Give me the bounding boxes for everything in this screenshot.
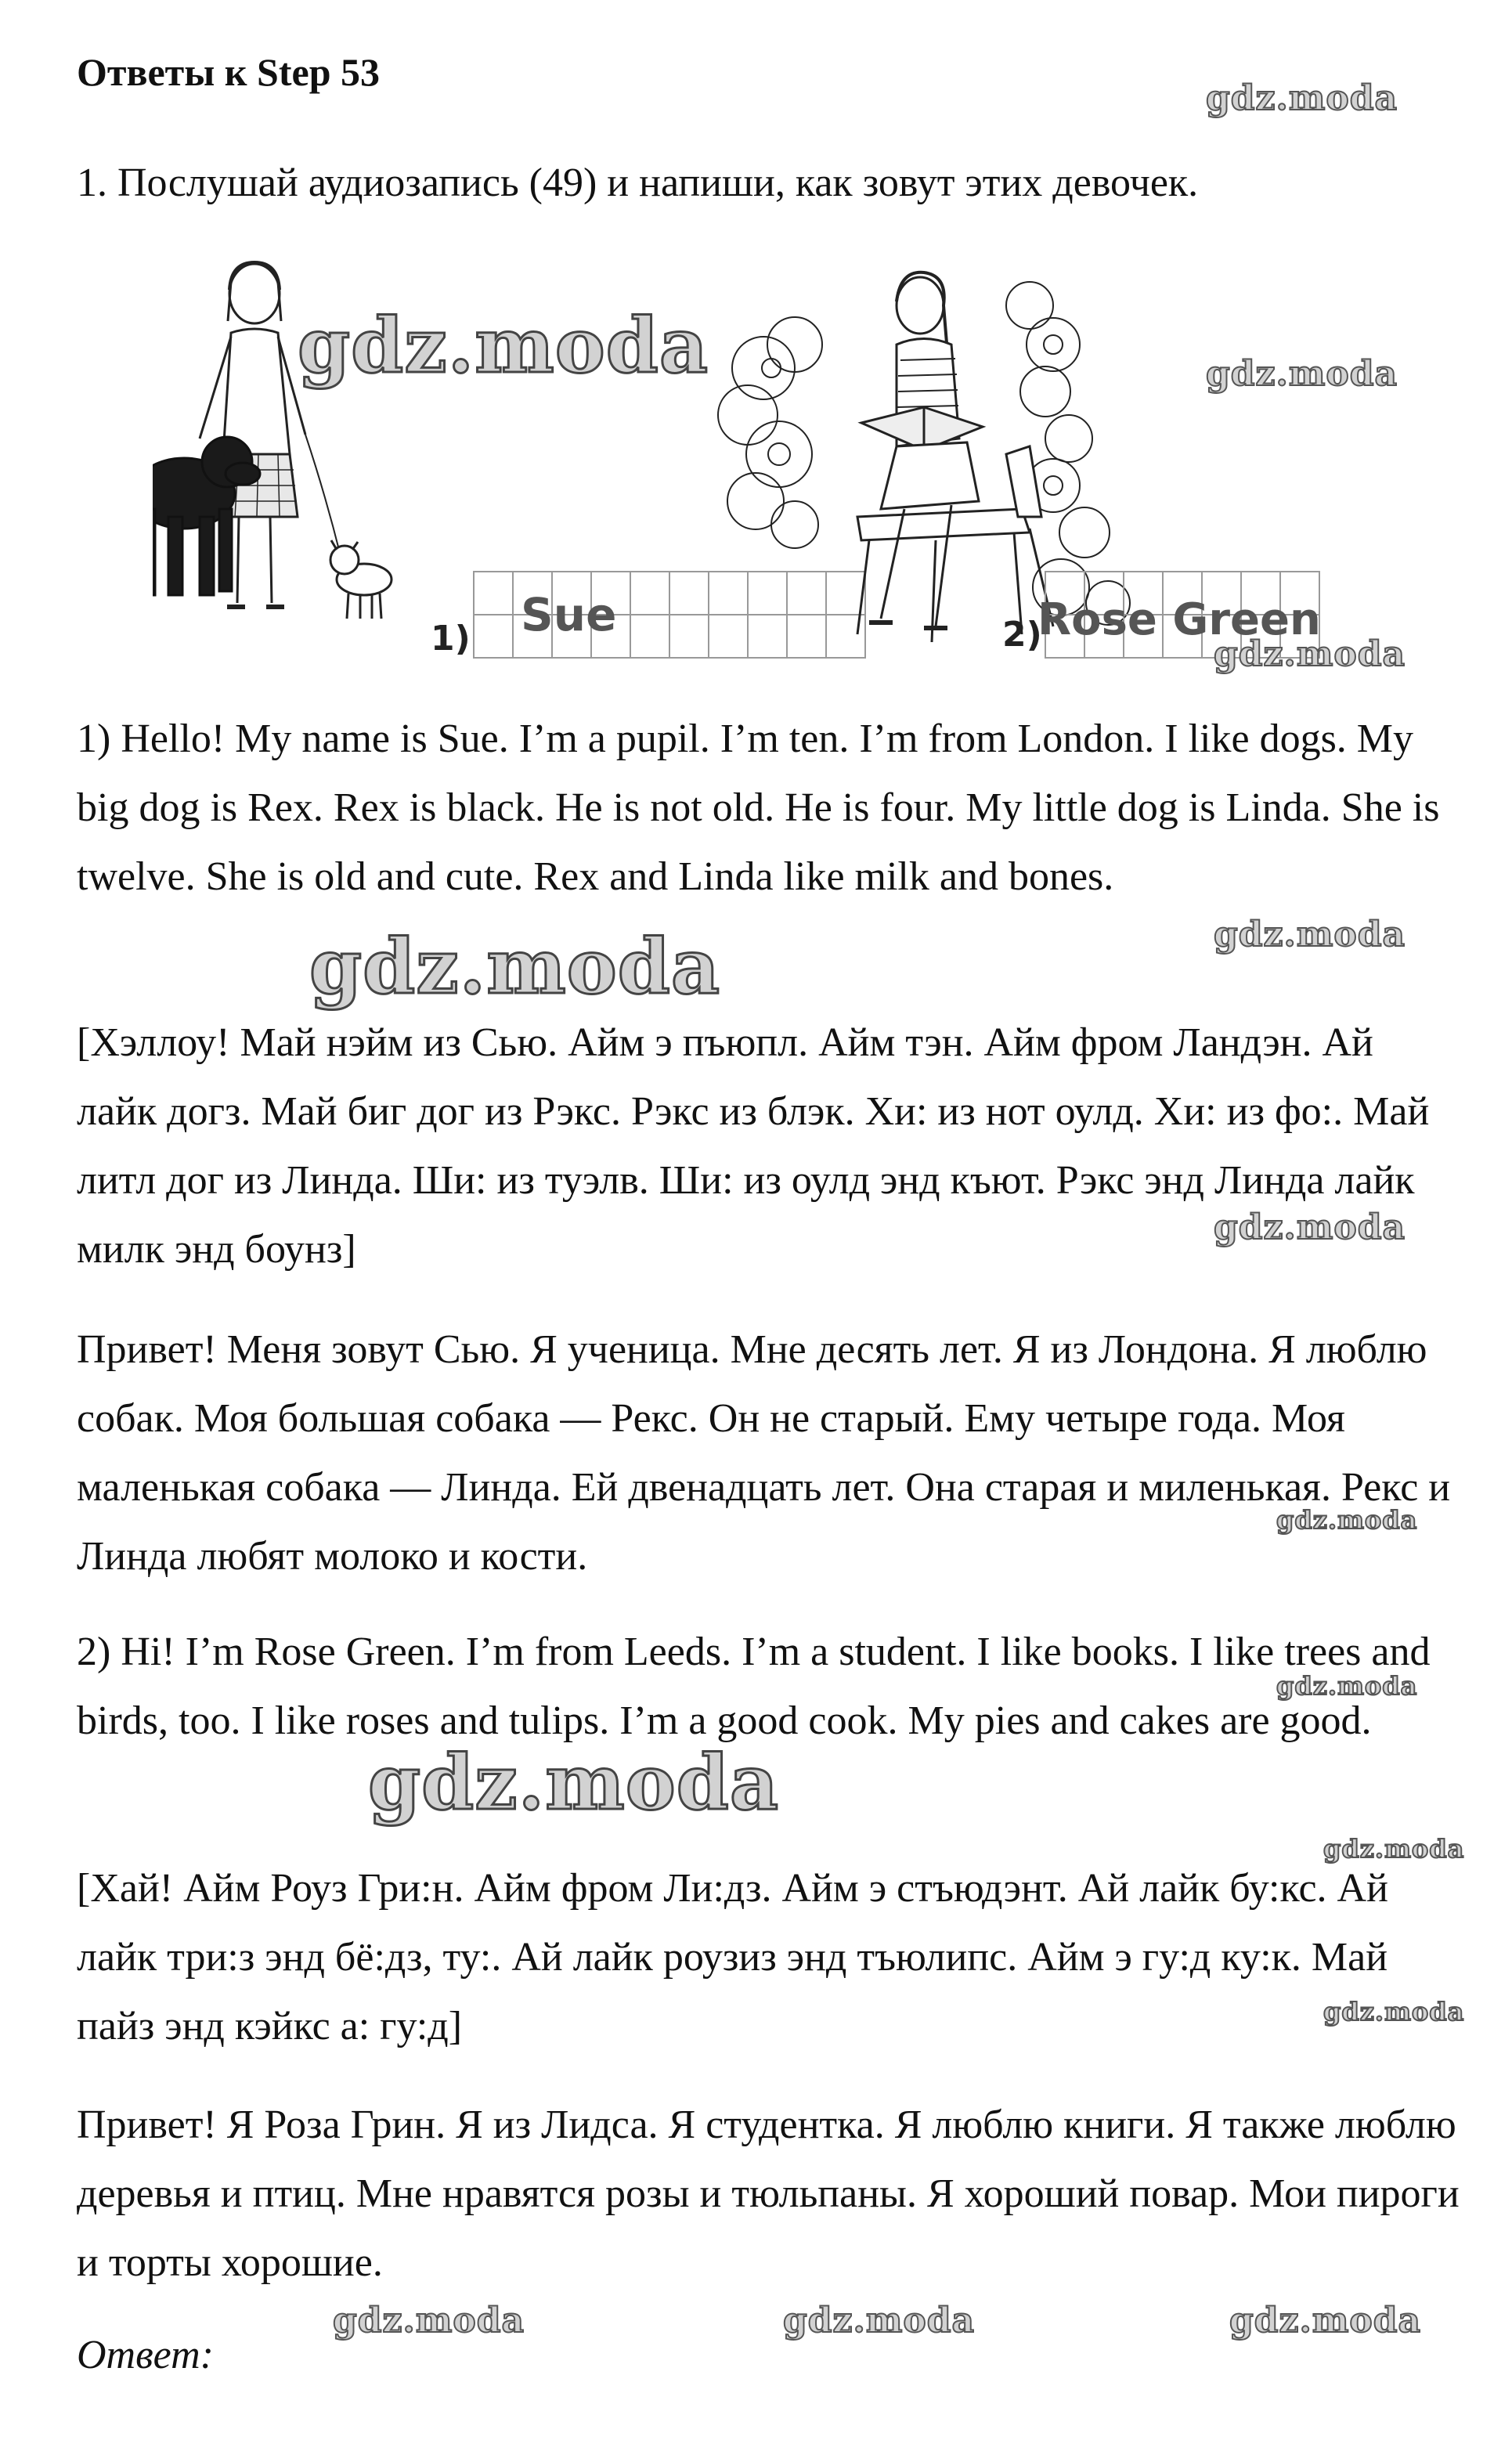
rose-text-transcription: [Хай! Айм Роуз Гри:н. Айм фром Ли:дз. Айм э стъюдэнт. Ай лайк бу:кс. Ай лайк три:з энд бё:дз, ту:. Ай лайк роузиз энд тъюлипс. Айм э гу:д ку:к. Май пайз энд кэйкс а: гу:д] <box>77 1866 1388 2048</box>
watermark: gdz.moda <box>368 1738 780 1827</box>
label-2-name: Rose Green <box>1037 594 1321 645</box>
sue-text-transcription: [Хэллоу! Май нэйм из Сью. Айм э пъюпл. Айм тэн. Айм фром Ландэн. Ай лайк догз. Май биг дог из Рэкс. Рэкс из блэк. Хи: из нот оулд. Хи: из фо:. Май литл дог из Линда. Ши: из туэлв. Ши: из оулд энд къют. Рэкс энд Линда лайк милк энд боунз] <box>77 1020 1430 1272</box>
watermark: gdz.moda <box>1214 915 1406 955</box>
watermark: gdz.moda <box>333 2301 525 2341</box>
label-1-name: Sue <box>521 588 617 641</box>
label-1-number: 1) <box>431 619 471 659</box>
watermark: gdz.moda <box>1323 1834 1465 1864</box>
watermark: gdz.moda <box>298 301 709 390</box>
watermark: gdz.moda <box>1323 1997 1465 2027</box>
rose-text-english: 2) Hi! I’m Rose Green. I’m from Leeds. I’m a student. I like books. I like trees and birds, too. I like roses and tulips. I’m a good cook. My pies and cakes are good. <box>77 1630 1431 1743</box>
watermark: gdz.moda <box>1214 1207 1406 1247</box>
watermark: gdz.moda <box>1276 1671 1418 1701</box>
page-title: Ответы к Step 53 <box>77 50 381 94</box>
watermark: gdz.moda <box>1206 78 1398 118</box>
name-box-1 <box>431 572 865 659</box>
watermark: gdz.moda <box>1214 634 1406 674</box>
rose-text-translation: Привет! Я Роза Грин. Я из Лидса. Я студентка. Я люблю книги. Я также люблю деревья и птиц. Мне нравятся розы и тюльпаны. Я хороший повар. Мои пироги и торты хорошие. <box>77 2103 1460 2285</box>
watermark: gdz.moda <box>309 922 721 1011</box>
task-question: 1. Послушай аудиозапись (49) и напиши, как зовут этих девочек. <box>77 161 1199 205</box>
watermark: gdz.moda <box>1229 2301 1422 2341</box>
answer-label: Ответ: <box>77 2333 214 2377</box>
label-2-number: 2) <box>1002 615 1042 655</box>
watermark: gdz.moda <box>1206 354 1398 394</box>
sue-text-translation: Привет! Меня зовут Сью. Я ученица. Мне десять лет. Я из Лондона. Я люблю собак. Моя большая собака — Рекс. Он не старый. Ему четыре года. Моя маленькая собака — Линда. Ей двенадцать лет. Она старая и миленькая. Рекс и Линда любят молоко и кости. <box>77 1327 1451 1579</box>
sue-text-english: 1) Hello! My name is Sue. I’m a pupil. I’m ten. I’m from London. I like dogs. My big dog is Rex. Rex is black. He is not old. He is four. My little dog is Linda. She is twelve. She is old and cute. Rex and Linda like milk and bones. <box>77 716 1440 899</box>
watermark: gdz.moda <box>783 2301 976 2341</box>
girl-reading-drawing <box>718 273 1130 642</box>
watermark: gdz.moda <box>1276 1505 1418 1535</box>
